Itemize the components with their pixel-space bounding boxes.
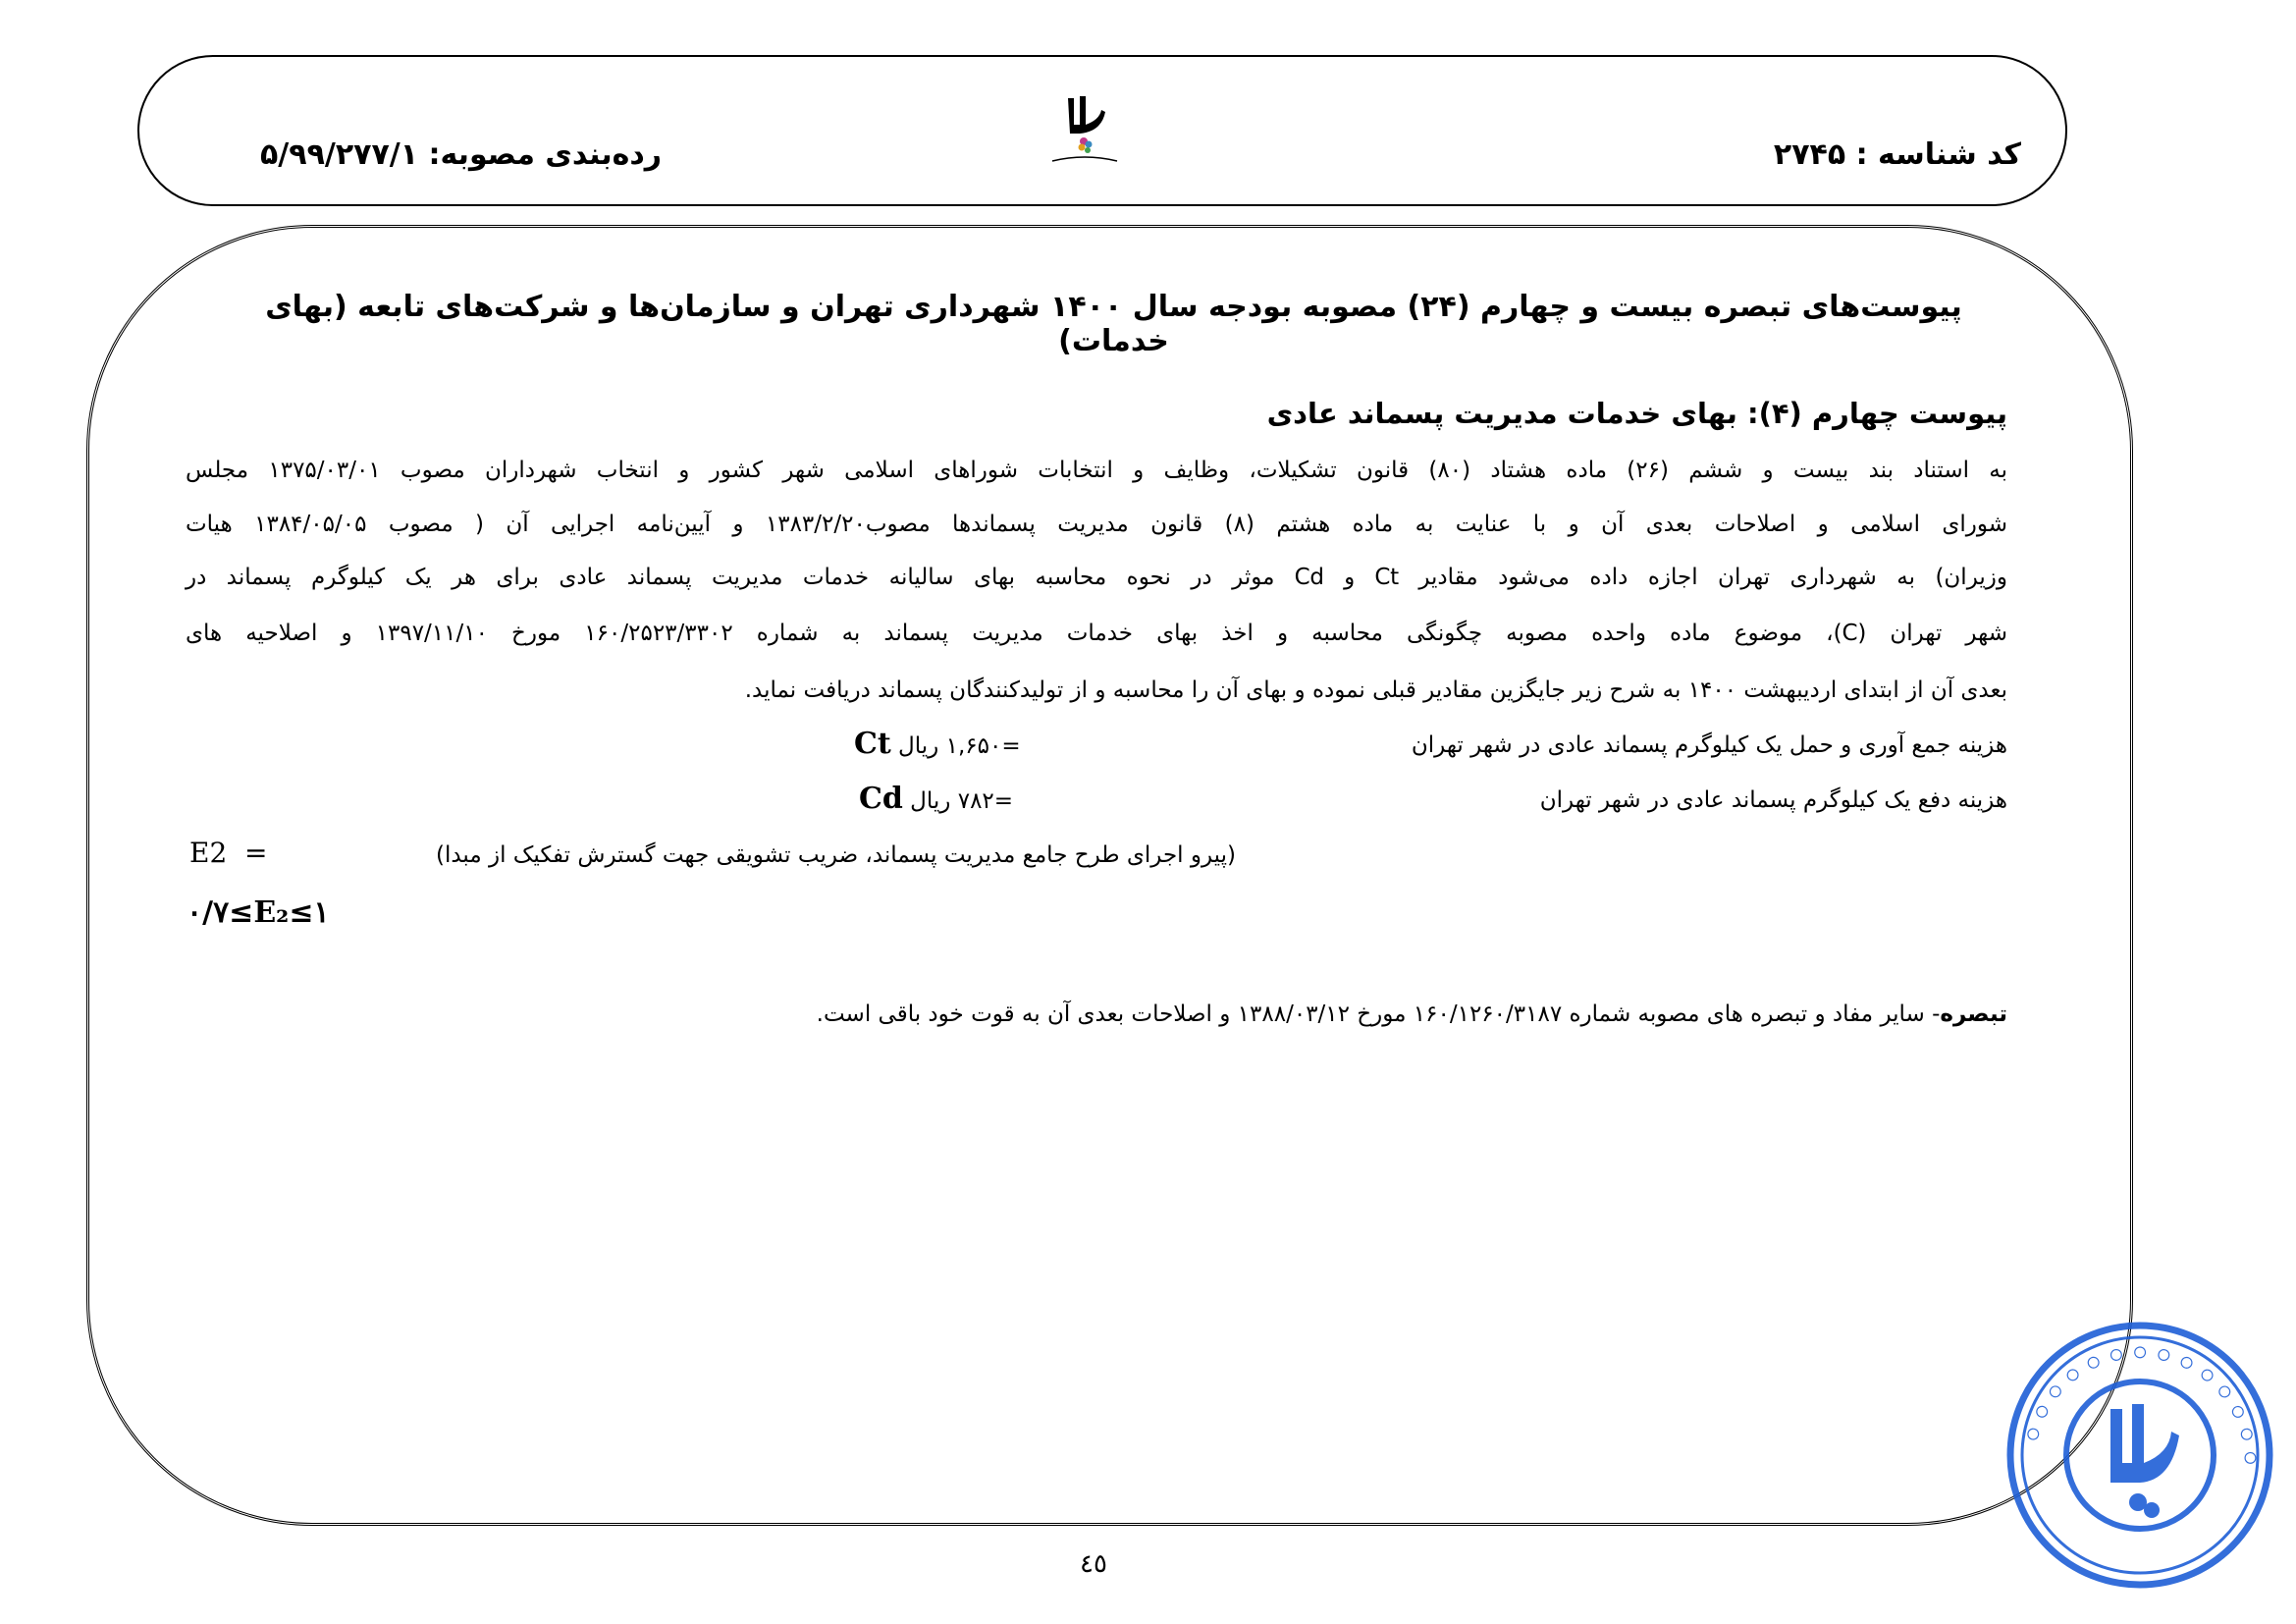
body-line: شورای اسلامی و اصلاحات بعدی آن و با عنایت به ماده هشتم (۸) قانون مدیریت پسماندها مصوب۱۳۸۳/۲/۲۰ و آیین‌نامه اجرایی آن ( مصوب ۱۳۸۴/۰۵/۰۵ هیات <box>186 512 2008 537</box>
note-text: - سایر مفاد و تبصره های مصوبه شماره ۱۶۰/۱۲۶۰/۳۱۸۷ مورخ ۱۳۸۸/۰۳/۱۲ و اصلاحات بعدی آن به قوت خود باقی است. <box>816 1001 1941 1027</box>
body-line: شهر تهران (C)، موضوع ماده واحده مصوبه چگونگی محاسبه و اخذ بهای خدمات مدیریت پسماند به شماره ۱۶۰/۲۵۲۳/۳۳۰۲ مورخ ۱۳۹۷/۱۱/۱۰ و اصلاحیه های <box>186 621 2007 646</box>
ct-variable: Ct <box>854 727 891 761</box>
council-logo <box>1041 90 1129 169</box>
ct-value: =۱,۶۵۰ ریال <box>898 733 1021 759</box>
ct-description: هزینه جمع آوری و حمل یک کیلوگرم پسماند عادی در شهر تهران <box>1411 732 2007 758</box>
ct-formula <box>854 727 1021 761</box>
section-subtitle: پیوست چهارم (۴): بهای خدمات مدیریت پسماند عادی <box>1266 397 2007 430</box>
body-line: بعدی آن از ابتدای اردیبهشت ۱۴۰۰ به شرح زیر جایگزین مقادیر قبلی نموده و بهای آن را محاسبه و از تولیدکنندگان پسماند دریافت نماید. <box>744 677 2007 703</box>
cd-variable: Cd <box>859 782 903 816</box>
e2-range: ۰/۷≤E₂≤۱ <box>187 895 330 930</box>
page-title: پیوست‌های تبصره بیست و چهارم (۲۴) مصوبه بودجه سال ۱۴۰۰ شهرداری تهران و سازمان‌ها و شرکت‌های تابعه (بهای خدمات) <box>265 290 1962 358</box>
body-line: به استناد بند بیست و ششم (۲۶) ماده هشتاد (۸۰) قانون تشکیلات، وظایف و انتخابات شوراهای اسلامی شهر کشور و انتخاب شهرداران مصوب ۱۳۷۵/۰۳/۰۱ مجلس <box>186 458 2008 483</box>
note <box>491 1001 2007 1027</box>
cd-value: =۷۸۲ ریال <box>910 788 1014 814</box>
cd-description: هزینه دفع یک کیلوگرم پسماند عادی در شهر تهران <box>1539 787 2007 813</box>
cd-formula <box>859 782 1013 816</box>
classification-code: رده‌بندی مصوبه: ۵/۹۹/۲۷۷/۱ <box>260 137 663 172</box>
note-label: تبصره <box>1940 1001 2007 1027</box>
page-number: ٤٥ <box>1080 1549 1107 1579</box>
e2-variable: E2 = <box>189 837 268 869</box>
svg-text:◦◦◦◦◦◦◦◦◦◦◦◦◦◦◦◦: ◦◦◦◦◦◦◦◦◦◦◦◦◦◦ <box>2012 1333 2269 1470</box>
document-code: کد شناسه : ۲۷۴۵ <box>1773 137 2021 172</box>
council-stamp <box>2002 1316 2277 1596</box>
body-line: وزیران) به شهرداری تهران اجازه داده می‌شود مقادیر Ct و Cd موثر در نحوه محاسبه بهای سالیانه خدمات مدیریت پسماند عادی برای هر یک کیلوگرم پسماند در <box>186 565 2007 590</box>
e2-description: (پیرو اجرای طرح جامع مدیریت پسماند، ضریب تشویقی جهت گسترش تفکیک از مبدا) <box>435 842 1236 868</box>
